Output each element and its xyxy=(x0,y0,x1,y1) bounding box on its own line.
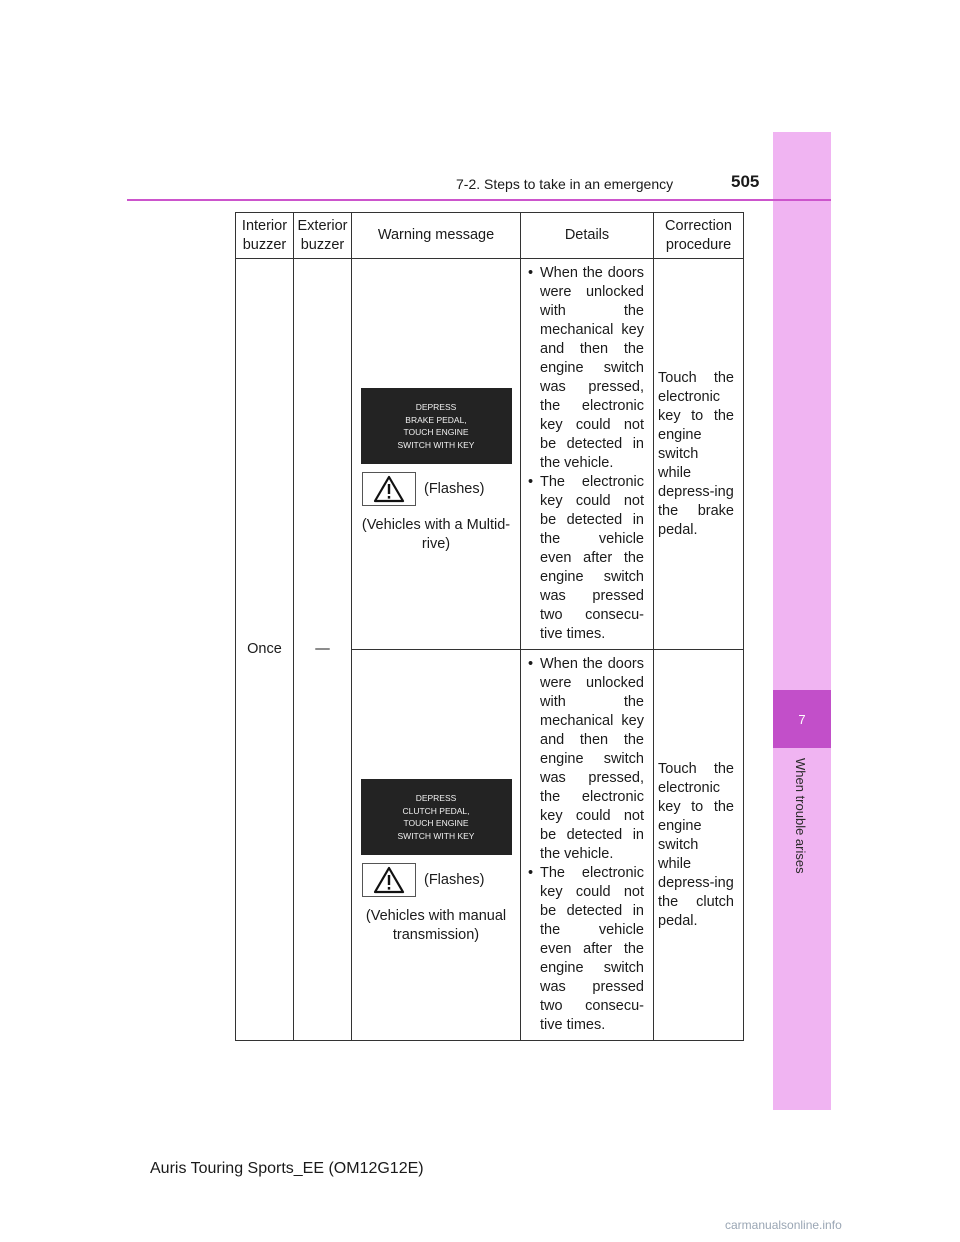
display-screen-image xyxy=(361,779,512,855)
flash-indicator xyxy=(362,472,514,506)
flash-label: (Flashes) xyxy=(424,871,485,888)
flash-label: (Flashes) xyxy=(424,480,485,497)
correction-cell: Touch the electronic key to the engine switch while depress-ing the clutch pedal. xyxy=(654,650,744,1041)
detail-item: • When the doors were unlocked with the mechanical key and then the engine switch was pressed, the electronic key could not be detected in the vehicle. xyxy=(528,264,644,473)
screen-line: SWITCH WITH KEY xyxy=(397,830,475,841)
flash-indicator xyxy=(362,863,514,897)
header-correction-procedure: Correction procedure xyxy=(654,213,744,259)
chapter-side-tab xyxy=(773,132,831,1110)
header-exterior-buzzer: Exterior buzzer xyxy=(294,213,352,259)
screen-line: DEPRESS xyxy=(415,402,457,412)
interior-buzzer-value: Once xyxy=(236,259,294,1041)
correction-cell: Touch the electronic key to the engine switch while depress-ing the brake pedal. xyxy=(654,259,744,650)
chapter-label: When trouble arises xyxy=(793,758,808,874)
vehicle-note: (Vehicles with a Multid-rive) xyxy=(361,517,511,552)
exterior-buzzer-value: — xyxy=(294,259,352,1041)
screen-line: TOUCH ENGINE xyxy=(403,818,469,828)
warning-triangle-icon xyxy=(362,863,416,897)
header-divider xyxy=(127,199,831,201)
details-cell xyxy=(521,259,654,650)
footer-manual-name: Auris Touring Sports_EE (OM12G12E) xyxy=(150,1160,424,1177)
table-row xyxy=(236,259,744,650)
vehicle-note: (Vehicles with manual transmission) xyxy=(365,908,507,943)
header-interior-buzzer: Interior buzzer xyxy=(236,213,294,259)
detail-item: • When the doors were unlocked with the mechanical key and then the engine switch was pressed, the electronic key could not be detected in the vehicle. xyxy=(528,655,644,864)
details-cell xyxy=(521,650,654,1041)
section-title: 7-2. Steps to take in an emergency xyxy=(456,176,674,192)
warning-triangle-icon xyxy=(362,472,416,506)
chapter-number-badge: 7 xyxy=(773,690,831,748)
detail-item: • The electronic key could not be detected in the vehicle even after the engine switch was pressed two consecu-tive times. xyxy=(528,473,644,644)
page-number: 505 xyxy=(731,172,760,191)
warning-message-cell xyxy=(352,259,521,650)
display-screen-image xyxy=(361,388,512,464)
warning-table xyxy=(235,212,744,1041)
header-details: Details xyxy=(521,213,654,259)
screen-line: DEPRESS xyxy=(415,793,457,803)
detail-item: • The electronic key could not be detected in the vehicle even after the engine switch was pressed two consecu-tive times. xyxy=(528,864,644,1035)
header-warning-message: Warning message xyxy=(352,213,521,259)
warning-message-cell xyxy=(352,650,521,1041)
screen-line: BRAKE PEDAL, xyxy=(405,414,467,425)
screen-line: TOUCH ENGINE xyxy=(403,427,469,437)
table-header-row xyxy=(236,213,744,259)
screen-line: CLUTCH PEDAL, xyxy=(402,805,470,816)
watermark: carmanualsonline.info xyxy=(725,1218,842,1232)
screen-line: SWITCH WITH KEY xyxy=(397,439,475,450)
